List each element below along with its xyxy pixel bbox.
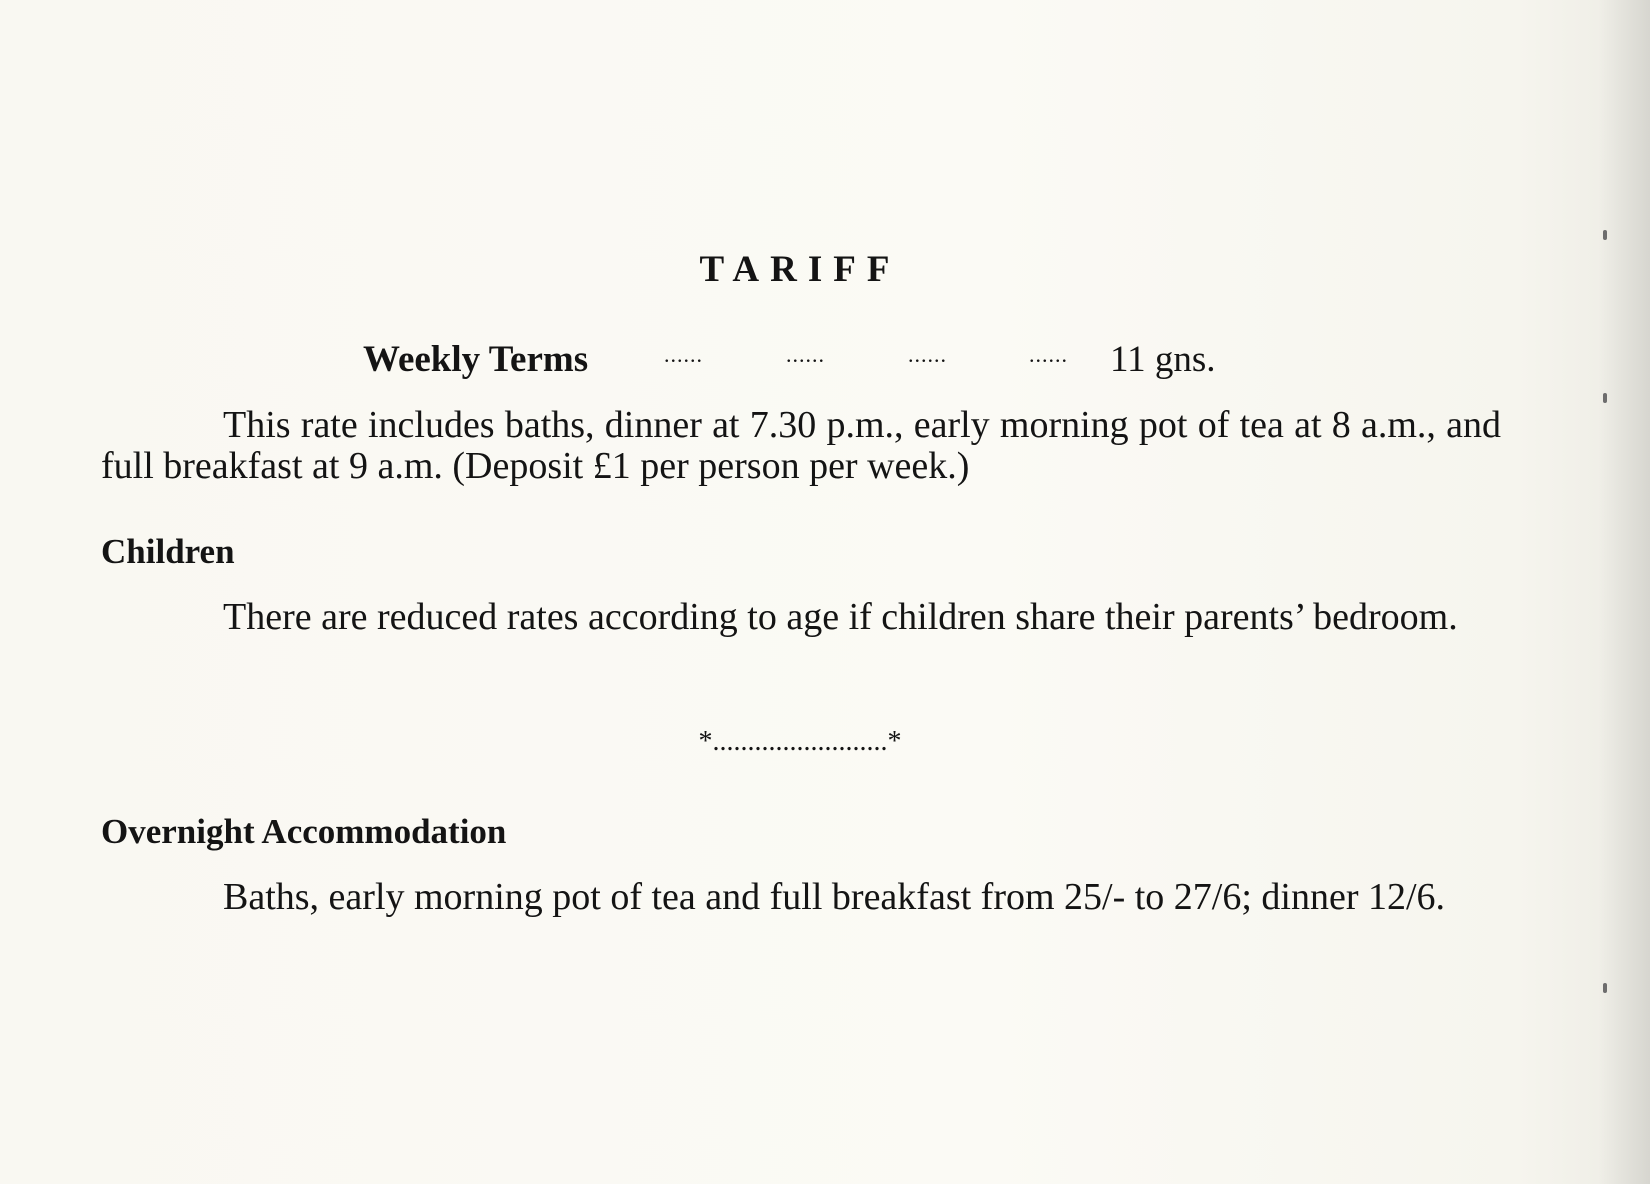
section-separator: *.........................* [698, 726, 902, 757]
staple-mark [1603, 393, 1607, 403]
staple-mark [1603, 983, 1607, 993]
overnight-text: Baths, early morning pot of tea and full breakfast from 25/- to 27/6; dinner 12/6. [223, 876, 1446, 918]
weekly-terms-text: This rate includes baths, dinner at 7.30 p.m., early morning pot of tea at 8 a.m., and full breakfast at 9 a.m. (Deposit £1 per person per week.) [101, 404, 1501, 487]
leader-dots: ...... [786, 342, 825, 367]
weekly-terms-label: Weekly Terms [363, 339, 589, 380]
leader-dots: ...... [664, 342, 703, 367]
children-heading: Children [101, 532, 235, 571]
staple-mark [1603, 230, 1607, 240]
children-description [101, 597, 1501, 638]
overnight-description [101, 877, 1501, 918]
overnight-heading: Overnight Accommodation [101, 812, 507, 851]
weekly-price: 11 gns. [1110, 339, 1216, 380]
weekly-terms-description [101, 405, 1501, 487]
weekly-terms-row [363, 338, 1243, 388]
page-title: TARIFF [699, 249, 901, 290]
leader-dots: ...... [908, 342, 947, 367]
children-text: There are reduced rates according to age if children share their parents’ bedroom. [223, 596, 1458, 638]
leader-dots: ...... [1029, 342, 1068, 367]
page-edge-shadow [1598, 0, 1650, 1184]
